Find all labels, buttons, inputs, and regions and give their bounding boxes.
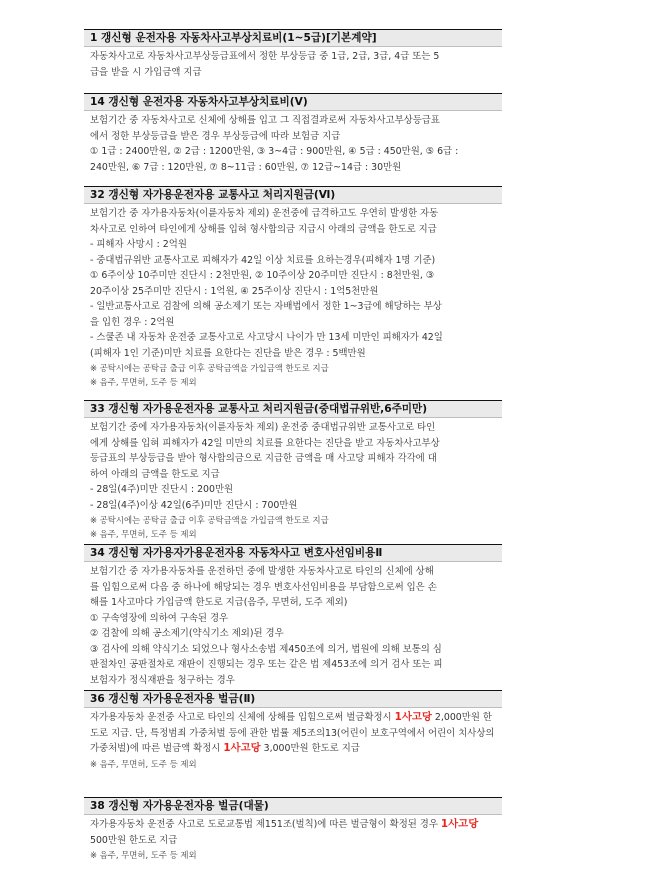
- coverage-section-14: [84, 93, 502, 175]
- per-accident-highlight: 1사고당: [223, 742, 261, 754]
- body-line: 보험자가 정식재판을 청구하는 경우: [90, 674, 235, 686]
- body-line: - 일반교통사고로 검찰에 의해 공소제기 또는 자배법에서 정한 1~3급에 해당하는 부상: [90, 301, 442, 312]
- body-line: ① 구속영장에 의하여 구속된 경우: [90, 612, 229, 624]
- section-body: [84, 204, 502, 389]
- footnote: ※ 공탁시에는 공탁금 출급 이후 공탁금액을 가입금액 한도로 지급: [90, 363, 329, 373]
- body-line: 등급표의 부상등급을 받아 형사합의금으로 지급한 금액을 매 사고당 피해자 각각에 대: [90, 453, 437, 464]
- body-line: 240만원, ⑥ 7급 : 120만원, ⑦ 8~11급 : 60만원, ⑦ 12급~14급 : 30만원: [90, 161, 402, 173]
- body-line: ① 6주이상 10주미만 진단시 : 2천만원, ② 10주이상 20주미만 진단시 : 8천만원, ③: [90, 270, 435, 281]
- per-accident-highlight: 1사고당: [440, 818, 479, 830]
- body-line: - 피해자 사망시 : 2억원: [90, 239, 187, 250]
- body-line: 하여 아래의 금액을 한도로 지급: [90, 468, 220, 480]
- body-line: 에게 상해를 입혀 피해자가 42일 미만의 치료를 요한다는 진단을 받고 자동차사고부상: [90, 437, 440, 449]
- body-line: 보험기간 중 자가용자동차(이륜자동차 제외) 운전중에 급격하고도 우연히 발생한 자동: [90, 208, 439, 219]
- body-line: - 중대법규위반 교통사고로 피해자가 42일 이상 치료를 요하는경우(피해자 1명 기준): [90, 254, 436, 266]
- footnote: ※ 공탁시에는 공탁금 출급 이후 공탁금액을 가입금액 한도로 지급: [90, 515, 329, 525]
- per-accident-highlight: 1사고당: [394, 711, 432, 723]
- footnote: ※ 음주, 무면허, 도주 등 제외: [90, 529, 197, 539]
- body-line: - 28일(4주)이상 42일(6주)미만 진단시 : 700만원: [90, 499, 298, 511]
- body-text: 2,000만원 한도로 지급. 단, 특정범죄 가중처벌 등에 관한 법률 제5조의13(어린이 보호구역에서 어린이 치사상의 가중처벌)에 따른 벌금액 확정시: [90, 712, 495, 754]
- body-text: 3,000만원 한도로 지급: [260, 743, 360, 754]
- coverage-section-1: [84, 29, 502, 80]
- body-line: 차사고로 인하여 타인에게 상해를 입혀 형사합의금 지급시 아래의 금액을 한도로 지급: [90, 223, 437, 235]
- body-line: 해를 1사고마다 가입금액 한도로 지급(음주, 무면허, 도주 제외): [90, 597, 348, 608]
- section-title: 36 갱신형 자가용운전자용 벌금(Ⅱ): [84, 690, 502, 708]
- coverage-section-33: [84, 400, 502, 541]
- section-title: 34 갱신형 자가용자가용운전자용 자동차사고 변호사선임비용Ⅱ: [84, 544, 502, 562]
- footnote: ※ 음주, 무면허, 도주 등 제외: [90, 758, 197, 769]
- footnote: ※ 음주, 무면허, 도주 등 제외: [90, 377, 197, 387]
- coverage-section-38: [84, 797, 502, 862]
- section-body: [84, 815, 502, 862]
- body-text: 500만원 한도로 지급: [90, 834, 178, 846]
- body-line: ③ 검사에 의해 약식기소 되었으나 형사소송법 제450조에 의거, 법원에 의해 보통의 심: [90, 643, 442, 655]
- section-body: [84, 562, 502, 688]
- body-line: 보험기간 중 자가용자동차를 운전하던 중에 발생한 자동차사고로 타인의 신체에 상해: [90, 566, 434, 577]
- section-body: [84, 708, 502, 771]
- section-title: 33 갱신형 자가용운전자용 교통사고 처리지원금(중대법규위반,6주미만): [84, 400, 502, 418]
- body-line: 을 입힌 경우 : 2억원: [90, 316, 175, 328]
- section-title: 32 갱신형 자가용운전자용 교통사고 처리지원금(Ⅵ): [84, 186, 502, 204]
- body-line: 판절차인 공판절차로 재판이 진행되는 경우 또는 같은 법 제453조에 의거 검사 또는 피: [90, 659, 443, 670]
- body-line: 20주이상 25주미만 진단시 : 1억원, ④ 25주이상 진단시 : 1억5천만원: [90, 285, 379, 297]
- body-line: 보험기간 중에 자가용자동차(이륜자동차 제외) 운전중 중대법규위반 교통사고로 타인: [90, 422, 436, 433]
- body-line: - 스쿨존 내 자동차 운전중 교통사고로 사고당시 나이가 만 13세 미만인 피해자가 42일: [90, 332, 443, 343]
- body-line: 에서 정한 부상등급을 받은 경우 부상등급에 따라 보험금 지급: [90, 130, 341, 142]
- footnote: ※ 음주, 무면허, 도주 등 제외: [90, 850, 197, 860]
- section-title: 38 갱신형 자가용운전자용 벌금(대물): [84, 797, 502, 815]
- body-line: 를 입힘으로써 다음 중 하나에 해당되는 경우 변호사선임비용을 부담함으로써 입은 손: [90, 581, 437, 593]
- body-line: - 28일(4주)미만 진단시 : 200만원: [90, 484, 234, 495]
- body-text: 자가용자동차 운전중 사고로 도로교통법 제151조(벌칙)에 따른 벌금형이 확정된 경우: [90, 819, 441, 830]
- body-paragraph: [90, 710, 496, 757]
- coverage-section-36: [84, 690, 502, 771]
- section-body: [84, 47, 502, 80]
- section-body: [84, 418, 502, 541]
- body-line: 보험기간 중 자동차사고로 신체에 상해를 입고 그 직접결과로써 자동차사고부상등급표: [90, 115, 440, 126]
- section-title: 14 갱신형 운전자용 자동차사고부상치료비(Ⅴ): [84, 93, 502, 111]
- body-line: 급을 받을 시 가입금액 지급: [90, 66, 202, 78]
- section-body: [84, 111, 502, 175]
- coverage-section-34: [84, 544, 502, 688]
- body-line: ① 1급 : 2400만원, ② 2급 : 1200만원, ③ 3~4급 : 900만원, ④ 5급 : 450만원, ⑤ 6급 :: [90, 146, 459, 157]
- body-text: 자가용자동차 운전중 사고로 타인의 신체에 상해를 입힘으로써 벌금확정시: [90, 712, 395, 723]
- body-line: ② 검찰에 의해 공소제기(약식기소 제외)된 경우: [90, 628, 284, 639]
- coverage-section-32: [84, 186, 502, 389]
- body-line: (피해자 1인 기준)미만 치료를 요한다는 진단을 받은 경우 : 5백만원: [90, 347, 366, 359]
- body-line: 자동차사고로 자동차사고부상등급표에서 정한 부상등급 중 1급, 2급, 3급, 4급 또는 5: [90, 51, 440, 62]
- body-paragraph: [90, 817, 496, 848]
- section-title: 1 갱신형 운전자용 자동차사고부상치료비(1~5급)[기본계약]: [84, 29, 502, 47]
